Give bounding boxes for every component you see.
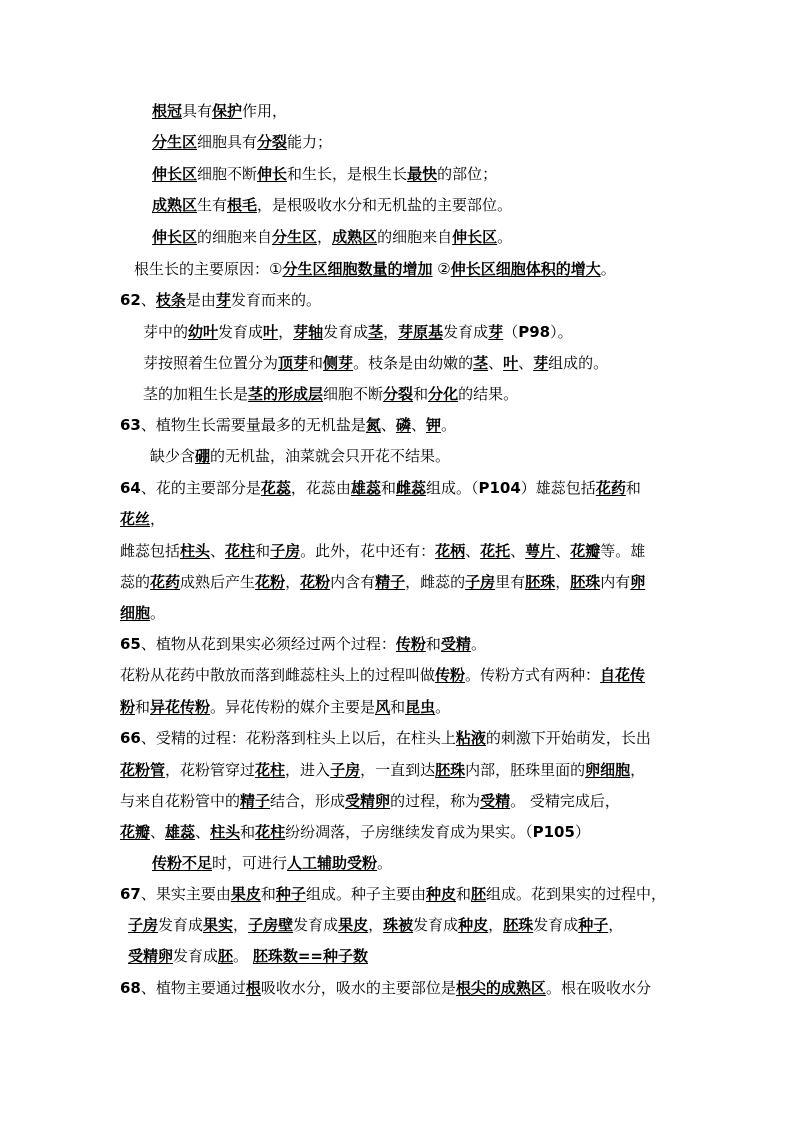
text-run: 的无机盐，油菜就会只开花不结果。 [210,447,451,465]
key-term: 异花传粉 [150,698,211,716]
key-term: 花药 [150,573,181,591]
key-term: 磷 [395,416,411,434]
text-run: 、 [518,354,534,372]
text-run: 纷纷凋落，子房继续发育成为果实。（ [285,823,533,841]
key-term: 子房壁 [248,916,294,934]
text-run: 发育成 [533,916,579,934]
text-line [152,164,497,184]
key-term: 茎 [368,323,384,341]
text-run: 里有 [495,573,526,591]
text-run: 与来自花粉管中的 [120,792,241,810]
key-term: 芽 [215,291,231,309]
key-term: 分生区 [152,133,198,151]
key-term: 萼片 [525,542,556,560]
text-run: 和 [135,698,151,716]
text-run: ， [383,323,399,341]
text-run: 、果实主要由 [140,885,231,903]
key-term: 子房 [128,916,159,934]
text-run: 和 [625,479,641,497]
key-term: 硼 [195,447,211,465]
text-run: ，花粉管穿过 [165,761,256,779]
text-line [120,791,620,811]
text-line [152,227,512,247]
key-term: 花蕊 [260,479,291,497]
key-term: 种子 [578,916,609,934]
text-run: 发育成 [293,916,339,934]
text-run: 、 [140,291,156,309]
text-run: 、 [410,416,426,434]
key-term: 花柱 [225,542,256,560]
key-term: 种皮 [425,885,456,903]
text-run: 蕊的 [120,573,151,591]
item-number: 67 [120,885,141,903]
text-run: 和 [413,385,429,403]
key-term: 成熟区 [152,196,198,214]
text-run: 和 [380,479,396,497]
key-term: 根冠 [152,102,183,120]
key-term: 粘液 [455,729,486,747]
key-term: 氮 [365,416,381,434]
text-run: 发育成 [413,916,459,934]
text-run: ，是根吸收水分和无机盐的主要部位。 [257,196,513,214]
text-run: 和生长，是根生长 [287,165,408,183]
text-run: 、植物主要通过 [140,979,246,997]
key-term: 卵 [630,573,646,591]
key-term: 花瓣 [120,823,151,841]
key-term: 传粉 [395,635,426,653]
text-run: 、受精的过程：花粉落到柱头上以后，在柱头上 [140,729,456,747]
key-term: 芽 [488,323,504,341]
key-term: 细胞 [120,604,151,622]
text-run: ） [574,823,590,841]
key-term: 传粉 [435,666,466,684]
text-run: 。枝条是由幼嫩的 [353,354,474,372]
text-run: 、 [465,542,481,560]
text-run: 和 [255,542,271,560]
text-run: 吸收水分，吸水的主要部位是 [260,979,456,997]
text-line [134,259,616,279]
text-run: 。 [600,260,616,278]
text-run: ，花蕊由 [290,479,351,497]
key-term: 花粉 [300,573,331,591]
key-term: 最快 [407,165,438,183]
text-line [143,322,573,342]
text-run: 细胞不断 [197,165,258,183]
text-run: 。 [435,698,451,716]
text-line [143,384,518,404]
text-run: 内有 [600,573,631,591]
key-term: 柱头 [180,542,211,560]
text-line [120,415,456,435]
key-term: 风 [375,698,391,716]
item-number: 66 [120,729,141,747]
key-term: 昆虫 [405,698,436,716]
text-run: 。异花传粉的媒介主要是 [210,698,376,716]
key-term: 子房 [270,542,301,560]
key-term: 花柱 [255,823,286,841]
text-line [152,101,287,121]
key-term: 胚珠 [525,573,556,591]
key-term: 保护 [212,102,243,120]
text-run: 的过程，称为 [390,792,481,810]
text-run: 缺少含 [150,447,196,465]
text-run: 发育成 [218,323,264,341]
text-run: 发育成 [173,947,219,965]
text-line [120,884,666,904]
text-run: 。 [377,854,393,872]
key-term: 雄蕊 [165,823,196,841]
text-line [120,665,645,685]
key-term: 伸长区 [152,228,198,246]
text-run: 。 [233,947,253,965]
text-run: 组成。花到果实的过程中， [486,885,667,903]
text-run: 、花的主要部分是 [140,479,261,497]
key-term: 分化 [428,385,459,403]
key-term: 胚珠 [570,573,601,591]
key-term: 花柄 [435,542,466,560]
text-line [152,195,512,215]
text-line [120,697,450,717]
key-term: 茎的形成层 [248,385,324,403]
text-run: 细胞不断 [323,385,384,403]
item-number: 68 [120,979,141,997]
text-run: 发育而来的。 [230,291,321,309]
text-run: 、 [380,416,396,434]
text-run: 和 [455,885,471,903]
key-term: 受精 [440,635,471,653]
key-term: 分裂 [383,385,414,403]
text-line [120,541,645,561]
text-run: 和 [240,823,256,841]
key-term: 精子 [375,573,406,591]
key-term: 芽原基 [398,323,444,341]
text-run: 、 [488,354,504,372]
text-run: ，一直到达 [360,761,436,779]
key-term: 伸长区 [152,165,198,183]
key-term: 种皮 [458,916,489,934]
key-term: 传粉不足 [152,854,213,872]
key-term: 叶 [263,323,279,341]
text-run: 的结果。 [458,385,519,403]
key-term: 分生区 [272,228,318,246]
key-term: 雌蕊 [395,479,426,497]
text-run: 的部位； [437,165,498,183]
key-term: 果实 [203,916,234,934]
key-term: 分裂 [257,133,288,151]
text-run: 根生长的主要原因：① [134,260,283,278]
key-term: 粉 [120,698,136,716]
text-line [128,946,368,966]
text-line [120,728,651,748]
key-term: 受精卵 [345,792,391,810]
text-run: ）。 [550,323,573,341]
text-run: 。 [150,604,166,622]
key-term: 胚珠 [435,761,466,779]
text-run: ， [317,228,333,246]
key-term: 幼叶 [188,323,219,341]
text-run: 、 [150,823,166,841]
text-run: 发育成 [158,916,204,934]
text-line [120,572,645,592]
text-run: 。此外，花中还有： [300,542,436,560]
text-run: ， [630,761,646,779]
text-run: 组成的。 [548,354,609,372]
text-line [120,478,641,498]
text-run: 时，可进行 [212,854,288,872]
text-run: 发育成 [323,323,369,341]
key-term: 受精 [480,792,511,810]
text-run: ， [285,573,301,591]
text-run: 和 [308,354,324,372]
key-term: 果皮 [338,916,369,934]
text-run: 和 [260,885,276,903]
item-number: 65 [120,635,141,653]
text-run: 能力； [287,133,333,151]
text-line [120,290,321,310]
text-line [152,132,332,152]
key-term: 叶 [503,354,519,372]
text-line [120,760,645,780]
key-term: 根尖的成熟区 [455,979,546,997]
key-term: 伸长区细胞体积的增大 [450,260,601,278]
text-run: ， [150,510,166,528]
text-run: （ [503,323,519,341]
text-run: 、植物从花到果实必须经过两个过程： [140,635,396,653]
key-term: 伸长区 [452,228,498,246]
text-run: 组成。（ [425,479,479,497]
text-run: 的细胞来自 [377,228,453,246]
text-run: 结合，形成 [270,792,346,810]
item-number: 64 [120,479,141,497]
text-run: 芽按照着生位置分为 [143,354,279,372]
key-term: 卵细胞 [585,761,631,779]
text-run: 、 [555,542,571,560]
key-term: 雄蕊 [350,479,381,497]
text-run: 。 [440,416,456,434]
key-term: 芽 [533,354,549,372]
text-run: 茎的加粗生长是 [143,385,249,403]
key-term: 受精卵 [128,947,174,965]
key-term: 钾 [425,416,441,434]
text-run: ， [368,916,384,934]
item-number: 62 [120,291,141,309]
text-run: 、植物生长需要量最多的无机盐是 [140,416,366,434]
text-run: 。传粉方式有两种： [465,666,601,684]
text-line [120,978,651,998]
text-run: 具有 [182,102,213,120]
text-run: 细胞具有 [197,133,258,151]
key-term: 根 [245,979,261,997]
text-line [120,822,590,842]
text-run: ，进入 [285,761,331,779]
key-term: 人工辅助受粉 [287,854,378,872]
key-term: 子房 [330,761,361,779]
key-term: 精子 [240,792,271,810]
key-term: 成熟区 [332,228,378,246]
key-term: 花瓣 [570,542,601,560]
text-run: 花粉从花药中散放而落到雌蕊柱头上的过程叫做 [120,666,436,684]
key-term: 茎 [473,354,489,372]
key-term: 种子 [275,885,306,903]
text-run: ， [555,573,571,591]
text-line [120,634,486,654]
text-line [120,603,165,623]
item-number: P98 [518,323,551,341]
text-run: 组成。种子主要由 [305,885,426,903]
text-run: 发育成 [443,323,489,341]
text-run: 和 [425,635,441,653]
item-number: 63 [120,416,141,434]
key-term: 侧芽 [323,354,354,372]
key-term: 胚 [218,947,234,965]
key-term: 顶芽 [278,354,309,372]
text-run: 、 [510,542,526,560]
text-run: ， [488,916,504,934]
text-run: 内含有 [330,573,376,591]
item-number: P105 [532,823,575,841]
key-term: 花粉 [255,573,286,591]
text-run: 、 [195,823,211,841]
key-term: 自花传 [600,666,646,684]
text-run: 生有 [197,196,228,214]
key-term: 胚珠 [503,916,534,934]
key-term: 花丝 [120,510,151,528]
key-term: 子房 [465,573,496,591]
text-run: 。根在吸收水分 [545,979,651,997]
key-term: 花托 [480,542,511,560]
key-term: 花柱 [255,761,286,779]
text-run: 和 [390,698,406,716]
item-number: P104 [478,479,521,497]
text-run: 的细胞来自 [197,228,273,246]
text-run: 、 [210,542,226,560]
text-run: 是由 [185,291,216,309]
key-term: 果皮 [230,885,261,903]
key-term: 柱头 [210,823,241,841]
text-run: 雌蕊包括 [120,542,181,560]
key-term: 花药 [595,479,626,497]
text-run: ， [233,916,249,934]
text-run: 成熟后产生 [180,573,256,591]
key-term: 花粉管 [120,761,166,779]
key-term: 珠被 [383,916,414,934]
text-line [150,446,450,466]
key-term: 伸长 [257,165,288,183]
key-term: 胚 [470,885,486,903]
text-run: ）雄蕊包括 [520,479,596,497]
text-run: 。 [497,228,513,246]
text-run: ，雌蕊的 [405,573,466,591]
text-line [120,509,165,529]
key-term: 芽轴 [293,323,324,341]
key-term: 枝条 [155,291,186,309]
text-run: ， [608,916,624,934]
text-run: ， [278,323,294,341]
text-line [152,853,392,873]
key-term: 胚珠数==种子数 [252,947,368,965]
text-run: 等。雄 [600,542,646,560]
text-run: 的刺激下开始萌发，长出 [485,729,651,747]
text-run: 作用， [242,102,288,120]
text-run: 。 [470,635,486,653]
text-run: 芽中的 [143,323,189,341]
text-line [128,915,623,935]
text-run: 内部，胚珠里面的 [465,761,586,779]
text-run: 。 受精完成后， [510,792,620,810]
key-term: 分生区细胞数量的增加 [282,260,433,278]
text-line [143,353,608,373]
text-run: ② [432,260,451,278]
key-term: 根毛 [227,196,258,214]
